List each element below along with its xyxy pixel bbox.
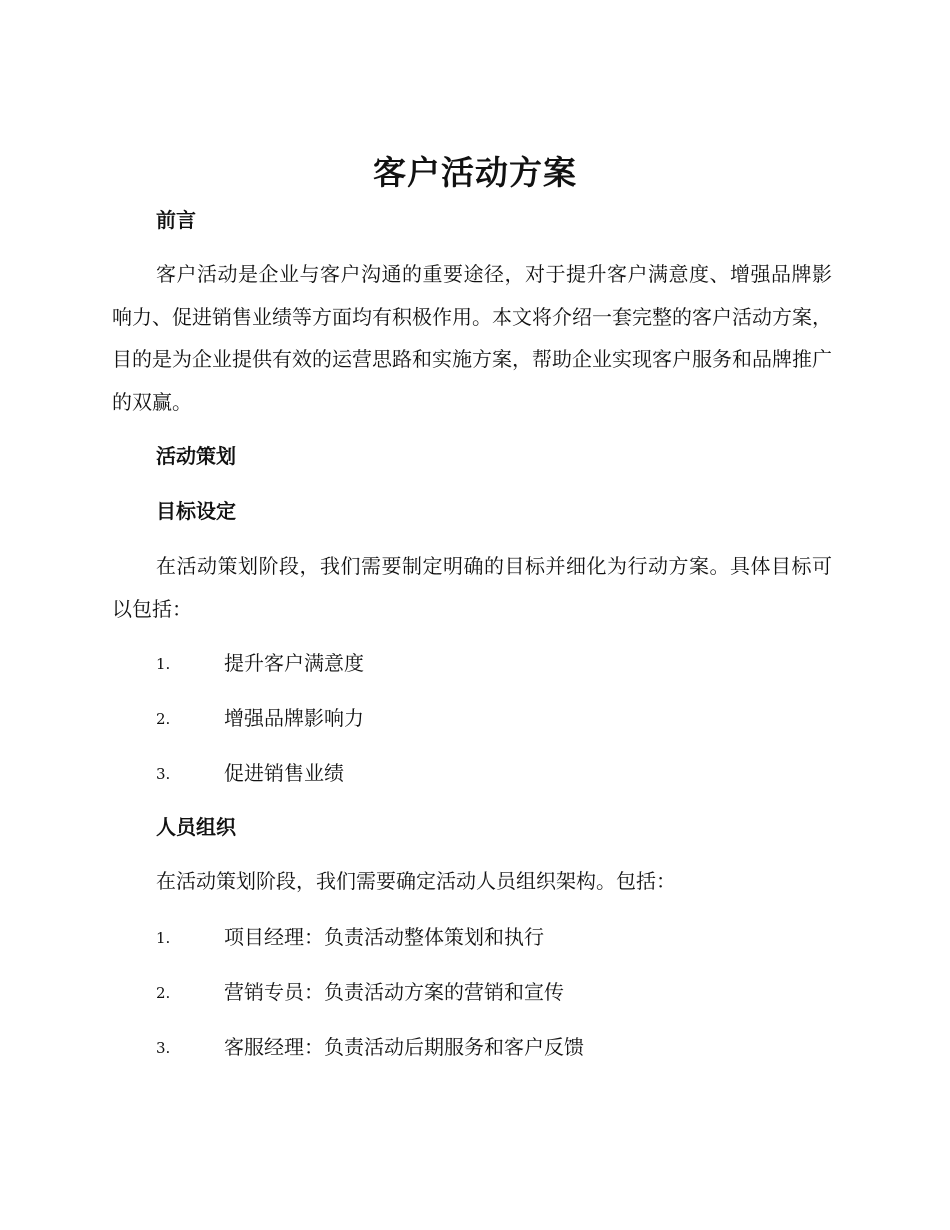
list-number: 1. [156,655,171,673]
list-number: 3. [156,765,171,783]
list-text: 客服经理：负责活动后期服务和客户反馈 [224,1035,584,1059]
list-number: 2. [156,710,171,728]
heading-preface: 前言 [156,208,196,232]
heading-planning: 活动策划 [156,444,236,468]
heading-goals: 目标设定 [156,499,236,523]
list-number: 2. [156,984,171,1002]
paragraph-staff: 在活动策划阶段，我们需要确定活动人员组织架构。包括： [156,869,676,893]
list-text: 营销专员：负责活动方案的营销和宣传 [224,980,564,1004]
list-text: 增强品牌影响力 [224,706,364,730]
paragraph-goals: 在活动策划阶段，我们需要制定明确的目标并细化为行动方案。具体目标可以包括： [112,554,832,621]
list-text: 项目经理：负责活动整体策划和执行 [224,925,544,949]
list-number: 3. [156,1039,171,1057]
list-number: 1. [156,929,171,947]
list-text: 提升客户满意度 [224,651,364,675]
document-title: 客户活动方案 [373,153,577,192]
heading-staff: 人员组织 [156,815,236,839]
paragraph-preface: 客户活动是企业与客户沟通的重要途径，对于提升客户满意度、增强品牌影响力、促进销售业绩等方面均有积极作用。本文将介绍一套完整的客户活动方案，目的是为企业提供有效的运营思路和实施方案，帮助企业实现客户服务和品牌推广的双赢。 [112,262,832,414]
list-text: 促进销售业绩 [224,761,344,785]
